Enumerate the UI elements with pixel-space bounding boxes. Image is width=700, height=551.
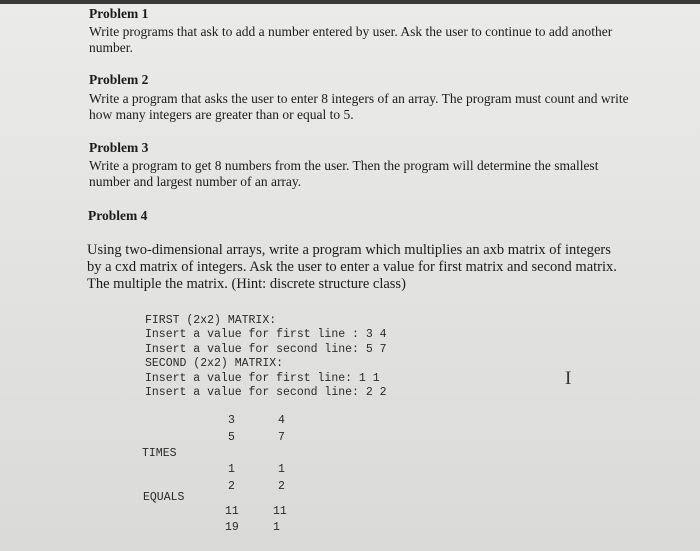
matrix-a-cell: 7 bbox=[278, 431, 285, 444]
matrix-result-cell: 11 bbox=[273, 505, 287, 518]
console-line: Insert a value for second line: 5 7 bbox=[145, 343, 387, 356]
matrix-b-cell: 2 bbox=[228, 480, 235, 493]
top-edge-bar bbox=[0, 0, 700, 4]
problem-1-heading: Problem 1 bbox=[89, 6, 149, 21]
console-line: Insert a value for first line: 1 1 bbox=[145, 372, 380, 385]
times-label: TIMES bbox=[142, 447, 177, 460]
console-line: Insert a value for second line: 2 2 bbox=[145, 386, 387, 399]
problem-2-heading: Problem 2 bbox=[89, 72, 149, 87]
text-cursor-icon: I bbox=[565, 368, 572, 389]
problem-3-text: Write a program to get 8 numbers from the user. Then the program will determine the smallest number and largest number of an array. bbox=[89, 158, 599, 189]
console-line: Insert a value for first line : 3 4 bbox=[145, 328, 387, 341]
matrix-b-cell: 1 bbox=[228, 463, 235, 476]
equals-label: EQUALS bbox=[143, 491, 185, 504]
problem-4-text: Using two-dimensional arrays, write a program which multiplies an axb matrix of integers by a cxd matrix of integers. Ask the user to enter a value for first matrix and second matrix. The multiple the matrix. (Hint: discrete structure class) bbox=[87, 242, 617, 292]
matrix-b-cell: 1 bbox=[278, 463, 285, 476]
matrix-result-cell: 11 bbox=[225, 505, 239, 518]
problem-4-heading: Problem 4 bbox=[88, 208, 148, 223]
matrix-a-cell: 5 bbox=[228, 431, 235, 444]
problem-3-heading: Problem 3 bbox=[89, 140, 149, 155]
console-line: FIRST (2x2) MATRIX: bbox=[145, 314, 277, 327]
console-line: SECOND (2x2) MATRIX: bbox=[145, 357, 284, 370]
matrix-a-cell: 3 bbox=[228, 414, 235, 427]
problem-1-text: Write programs that ask to add a number entered by user. Ask the user to continue to add another number. bbox=[89, 24, 613, 55]
matrix-a-cell: 4 bbox=[278, 414, 285, 427]
matrix-b-cell: 2 bbox=[278, 480, 285, 493]
matrix-result-cell: 1 bbox=[273, 521, 280, 534]
problem-2-text: Write a program that asks the user to enter 8 integers of an array. The program must count and write how many integers are greater than or equal to 5. bbox=[89, 91, 629, 122]
matrix-result-cell: 19 bbox=[225, 521, 239, 534]
